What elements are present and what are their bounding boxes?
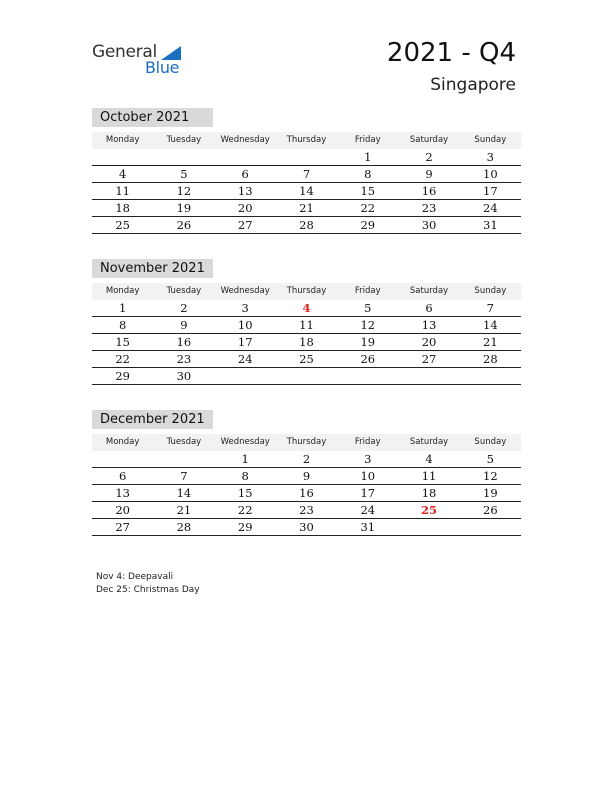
week-row (92, 334, 521, 351)
weekday-label: Wednesday (220, 437, 270, 447)
weekday-label: Thursday (286, 437, 327, 447)
day-cell: 22 (115, 352, 130, 366)
day-cell: 14 (299, 184, 314, 198)
day-cell (276, 368, 337, 384)
day-cell: 10 (360, 469, 376, 483)
weekday-label: Sunday (474, 286, 507, 296)
weekday-label: Monday (105, 135, 140, 145)
day-cell: 12 (483, 469, 498, 483)
day-cell: 8 (118, 318, 127, 332)
day-cell: 1 (118, 301, 127, 315)
day-cell: 28 (483, 352, 498, 366)
day-cell: 6 (425, 301, 433, 315)
day-cell: 20 (421, 335, 437, 349)
day-cell: 29 (360, 218, 376, 232)
day-cell: 3 (364, 452, 372, 466)
day-cell: 5 (486, 452, 494, 466)
day-cell: 27 (115, 520, 130, 534)
day-cell: 25 (115, 218, 130, 232)
day-cell: 13 (237, 184, 253, 198)
day-cell: 5 (364, 301, 372, 315)
day-cell (460, 368, 521, 384)
day-cell (398, 368, 459, 384)
day-cell: 24 (237, 352, 253, 366)
day-cell: 8 (241, 469, 249, 483)
day-cell: 24 (483, 201, 498, 215)
weekday-label: Tuesday (166, 286, 202, 296)
weekday-label: Monday (105, 437, 140, 447)
page-title: 2021 - Q4 (386, 38, 516, 68)
week-row (92, 468, 521, 485)
day-cell: 30 (421, 218, 437, 232)
day-cell: 18 (115, 201, 130, 215)
week-row (92, 451, 521, 468)
day-cell: 19 (360, 335, 376, 349)
day-cell: 7 (180, 469, 188, 483)
month-title: October 2021 (92, 108, 213, 127)
day-cell: 29 (237, 520, 253, 534)
day-cell: 30 (176, 369, 192, 383)
day-cell: 28 (176, 520, 192, 534)
day-cell (398, 519, 459, 535)
weekday-label: Thursday (286, 135, 327, 145)
day-cell (153, 149, 214, 165)
day-cell: 3 (241, 301, 249, 315)
week-row (92, 166, 521, 183)
week-row (92, 485, 521, 502)
day-cell: 27 (237, 218, 253, 232)
day-cell (276, 149, 337, 165)
day-cell: 25 (299, 352, 314, 366)
month-grid (92, 132, 521, 234)
day-cell: 22 (237, 503, 253, 517)
month-title: November 2021 (92, 259, 213, 278)
day-cell: 22 (360, 201, 376, 215)
day-cell: 26 (360, 352, 376, 366)
holiday-day-cell: 4 (302, 301, 311, 315)
weekday-label: Wednesday (220, 286, 270, 296)
day-cell: 28 (299, 218, 314, 232)
day-cell: 20 (115, 503, 130, 517)
day-cell: 19 (176, 201, 192, 215)
week-row (92, 368, 521, 385)
day-cell: 26 (176, 218, 192, 232)
day-cell: 19 (483, 486, 498, 500)
weekday-header-row (92, 283, 521, 300)
weekday-label: Sunday (474, 437, 507, 447)
day-cell: 23 (176, 352, 192, 366)
weekday-header-row (92, 434, 521, 451)
week-row (92, 217, 521, 234)
day-cell (153, 451, 214, 467)
weekday-label: Tuesday (166, 437, 202, 447)
week-row (92, 519, 521, 536)
day-cell (215, 149, 276, 165)
day-cell: 6 (118, 469, 127, 483)
day-cell: 12 (176, 184, 192, 198)
weekday-label: Thursday (286, 286, 327, 296)
day-cell: 9 (425, 167, 433, 181)
week-row (92, 317, 521, 334)
logo-text-general: General (92, 42, 157, 62)
day-cell: 18 (421, 486, 437, 500)
holiday-note: Nov 4: Deepavali (96, 572, 174, 582)
month-grid (92, 283, 521, 385)
day-cell: 27 (421, 352, 437, 366)
day-cell: 21 (299, 201, 314, 215)
day-cell: 24 (360, 503, 376, 517)
day-cell: 1 (241, 452, 249, 466)
day-cell: 1 (364, 150, 372, 164)
weekday-label: Friday (354, 135, 381, 145)
day-cell: 9 (302, 469, 311, 483)
day-cell (92, 451, 153, 467)
day-cell: 2 (180, 301, 188, 315)
month-calendar (92, 410, 521, 536)
day-cell: 8 (364, 167, 372, 181)
day-cell (460, 519, 521, 535)
month-calendar (92, 259, 521, 385)
logo-text-blue: Blue (145, 58, 180, 77)
day-cell: 23 (421, 201, 437, 215)
brand-logo (92, 40, 192, 80)
month-calendar (92, 108, 521, 234)
week-row (92, 200, 521, 217)
weekday-label: Wednesday (220, 135, 270, 145)
day-cell: 30 (299, 520, 314, 534)
day-cell: 16 (299, 486, 314, 500)
day-cell: 15 (115, 335, 130, 349)
weekday-label: Saturday (409, 437, 449, 447)
week-row (92, 502, 521, 519)
weekday-header-row (92, 132, 521, 149)
weekday-label: Tuesday (166, 135, 202, 145)
day-cell: 17 (237, 335, 253, 349)
day-cell: 31 (360, 520, 376, 534)
weekday-label: Monday (105, 286, 140, 296)
day-cell: 2 (425, 150, 433, 164)
holiday-note: Dec 25: Christmas Day (96, 584, 200, 595)
weekday-label: Friday (354, 437, 381, 447)
holiday-day-cell: 25 (421, 503, 438, 517)
day-cell: 11 (299, 318, 314, 332)
day-cell: 17 (360, 486, 376, 500)
day-cell: 17 (483, 184, 498, 198)
weekday-label: Saturday (409, 286, 449, 296)
day-cell: 16 (176, 335, 192, 349)
day-cell: 11 (115, 184, 130, 198)
week-row (92, 300, 521, 317)
day-cell: 12 (360, 318, 376, 332)
day-cell (337, 368, 398, 384)
holiday-notes (96, 571, 200, 596)
day-cell: 31 (483, 218, 498, 232)
day-cell: 21 (483, 335, 498, 349)
day-cell: 4 (425, 452, 433, 466)
day-cell: 29 (115, 369, 130, 383)
week-row (92, 149, 521, 166)
day-cell: 13 (421, 318, 437, 332)
day-cell: 9 (180, 318, 188, 332)
day-cell: 10 (237, 318, 253, 332)
day-cell: 7 (486, 301, 494, 315)
day-cell: 4 (118, 167, 127, 181)
day-cell: 15 (237, 486, 253, 500)
day-cell: 2 (302, 452, 311, 466)
day-cell: 14 (483, 318, 498, 332)
day-cell: 23 (299, 503, 314, 517)
day-cell: 7 (302, 167, 311, 181)
month-grid (92, 434, 521, 536)
day-cell: 11 (421, 469, 437, 483)
day-cell: 13 (115, 486, 130, 500)
day-cell: 20 (237, 201, 253, 215)
weekday-label: Friday (354, 286, 381, 296)
weekday-label: Sunday (474, 135, 507, 145)
day-cell (92, 149, 153, 165)
day-cell: 14 (176, 486, 192, 500)
day-cell: 15 (360, 184, 376, 198)
country-name: Singapore (430, 75, 516, 95)
day-cell: 16 (421, 184, 437, 198)
day-cell: 21 (176, 503, 192, 517)
day-cell: 18 (299, 335, 314, 349)
day-cell: 5 (180, 167, 188, 181)
month-title: December 2021 (92, 410, 213, 429)
day-cell: 6 (241, 167, 249, 181)
day-cell: 26 (483, 503, 498, 517)
week-row (92, 351, 521, 368)
day-cell: 10 (483, 167, 498, 181)
day-cell: 3 (486, 150, 494, 164)
weekday-label: Saturday (409, 135, 449, 145)
day-cell (215, 368, 276, 384)
week-row (92, 183, 521, 200)
